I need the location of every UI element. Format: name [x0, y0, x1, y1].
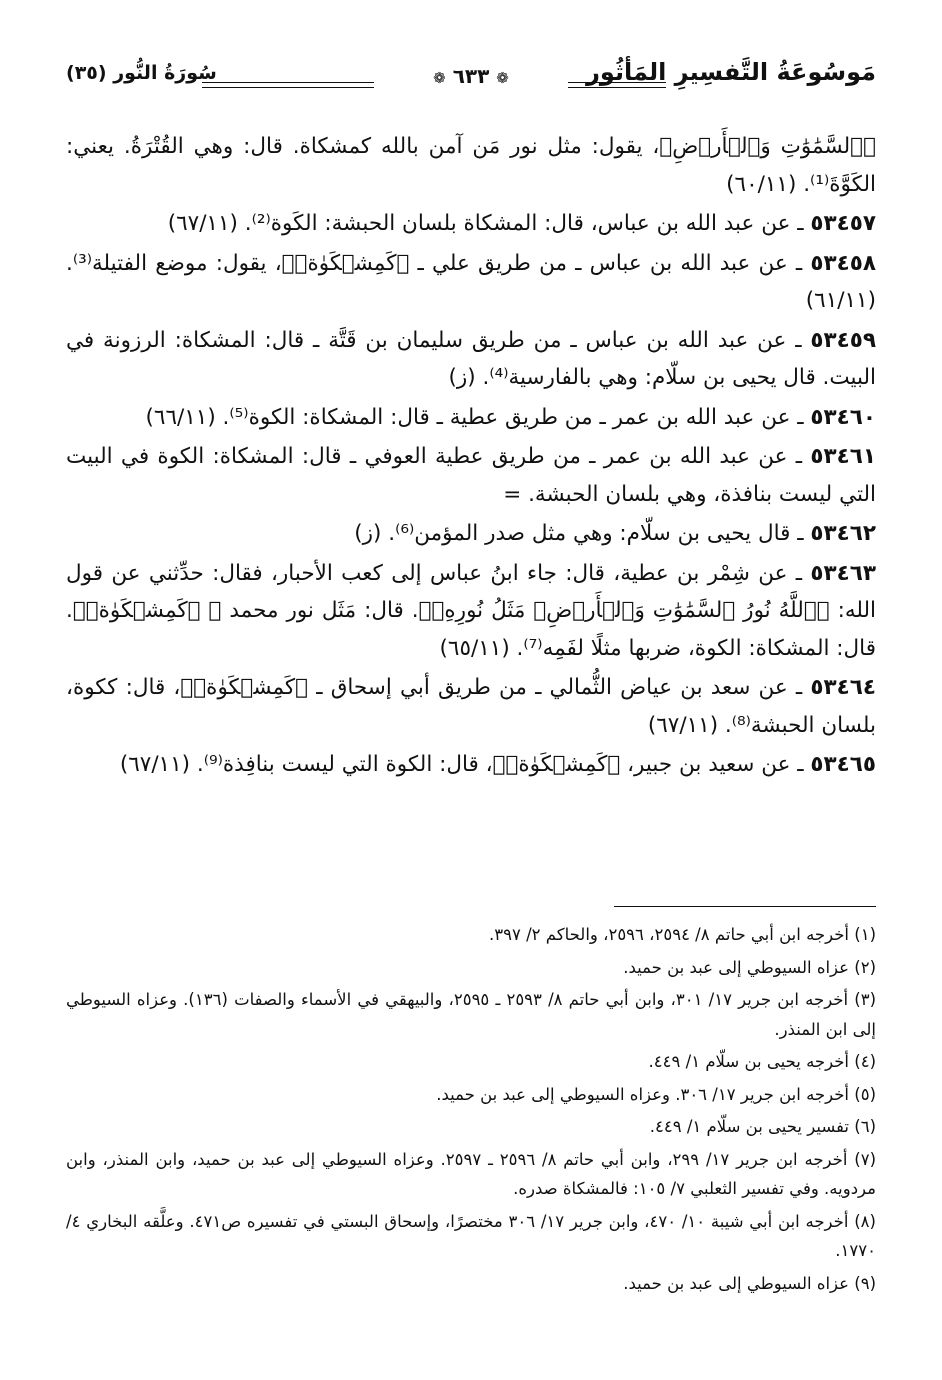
footnote: (٤) أخرجه يحيى بن سلّام ١/ ٤٤٩.	[648, 1052, 876, 1071]
paragraph	[66, 205, 876, 243]
paragraph	[66, 515, 876, 553]
paragraph-text: ـ عن عبد الله بن عباس ـ من طريق سليمان بن قَتَّة ـ قال: المشكاة: الرزونة في البيت. قال يحيى بن سلّام: وهي بالفارسية⁽⁴⁾. (ز)	[66, 327, 876, 390]
paragraph-text: ـ قال يحيى بن سلّام: وهي مثل صدر المؤمن⁽⁶⁾. (ز)	[354, 521, 811, 546]
book-title: مَوسُوعَةُ التَّفسِيرِ المَأثُور	[586, 58, 876, 86]
surah-label	[66, 62, 217, 84]
paragraph	[66, 555, 876, 668]
hadith-number: ٥٣٤٦٣	[810, 560, 876, 586]
paragraph-text: ـ عن عبد الله بن عمر ـ من طريق عطية ـ قال: المشكاة: الكوة⁽⁵⁾. (٦٦/١١)	[145, 404, 811, 430]
hadith-number: ٥٣٤٦٢	[810, 521, 876, 546]
footnote: (١) أخرجه ابن أبي حاتم ٨/ ٢٥٩٤، ٢٥٩٦، والحاكم ٢/ ٣٩٧.	[489, 925, 876, 944]
hadith-number: ٥٣٤٥٩	[810, 327, 876, 353]
paragraph-text: ـ عن عبد الله بن عباس ـ من طريق علي ـ ﴿كَمِشۡكَوٰةٖ﴾، يقول: موضع الفتيلة⁽³⁾. (٦١/١١)	[66, 250, 876, 313]
paragraph	[66, 245, 876, 320]
page-body	[66, 128, 876, 786]
page-number: ٦٣٣	[452, 64, 490, 88]
paragraph-text: ـ عن شِمْر بن عطية، قال: جاء ابنُ عباس إلى كعب الأحبار، فقال: حدِّثني عن قول الله: ﴿ٱللَّهُ نُورُ ٱلسَّمَٰوَٰتِ وَٱلۡأَرۡضِۚ مَثَلُ نُورِهِۦ﴾. قال: مَثَل نور محمد ﷺ ﴿كَمِشۡكَوٰةٖ﴾. قال: المشكاة: الكوة، ضربها مثلًا لفَمِه⁽⁷⁾. (٦٥/١١)	[66, 560, 876, 661]
hadith-number: ٥٣٤٦٥	[810, 752, 876, 777]
footnote-separator	[614, 906, 876, 907]
footnote: (٣) أخرجه ابن جرير ١٧/ ٣٠١، وابن أبي حاتم ٨/ ٢٥٩٣ ـ ٢٥٩٥، والبيهقي في الأسماء والصفات (١٣٦). وعزاه السيوطي إلى ابن المنذر.	[66, 990, 876, 1039]
paragraph	[66, 399, 876, 437]
hadith-number: ٥٣٤٥٨	[810, 250, 876, 276]
paragraph-text: ـ عن سعد بن عياض الثُّمالي ـ من طريق أبي إسحاق ـ ﴿كَمِشۡكَوٰةٖ﴾، قال: ككوة، بلسان الحبشة⁽⁸⁾. (٦٧/١١)	[66, 675, 876, 738]
page-number-wrapper	[419, 64, 523, 88]
footnote: (٢) عزاه السيوطي إلى عبد بن حميد.	[623, 957, 876, 977]
header-rule-left	[202, 82, 374, 88]
paragraph	[66, 322, 876, 397]
page-header	[66, 56, 876, 106]
footnote: (٥) أخرجه ابن جرير ١٧/ ٣٠٦. وعزاه السيوطي إلى عبد بن حميد.	[436, 1084, 876, 1104]
hadith-number: ٥٣٤٥٧	[810, 211, 876, 236]
paragraph-text: ـ عن عبد الله بن عمر ـ من طريق عطية العوفي ـ قال: المشكاة: الكوة في البيت التي ليست بنافذة، وهي بلسان الحبشة. =	[66, 444, 876, 507]
hadith-number: ٥٣٤٦١	[810, 444, 876, 469]
paragraph-text: ﴿ٱلسَّمَٰوَٰتِ وَٱلۡأَرۡضِ﴾، يقول: مثل نور مَن آمن بالله كمشكاة. قال: وهي القُتْرَةُ. يعني: الكَوَّةَ⁽¹⁾. (٦٠/١١)	[66, 134, 876, 197]
ornament-icon: ❁	[433, 68, 446, 87]
paragraph	[66, 669, 876, 744]
paragraph	[66, 438, 876, 513]
footnote: (٨) أخرجه ابن أبي شيبة ١٠/ ٤٧٠، وابن جرير ١٧/ ٣٠٦ مختصرًا، وإسحاق البستي في تفسيره ص٤٧١. وعلَّقه البخاري ٤/ ١٧٧٠.	[66, 1211, 876, 1260]
footnote: (٧) أخرجه ابن جرير ١٧/ ٢٩٩، وابن أبي حاتم ٨/ ٢٥٩٦ ـ ٢٥٩٧. وعزاه السيوطي إلى عبد بن حميد، وابن المنذر، وابن مردويه. وفي تفسير الثعلبي ٧/ ١٠٥: فالمشكاة صدره.	[66, 1149, 876, 1198]
surah-number: (٣٥)	[66, 62, 107, 84]
paragraph-text: ـ عن سعيد بن جبير، ﴿كَمِشۡكَوٰةٖ﴾، قال: الكوة التي ليست بنافِذة⁽⁹⁾. (٦٧/١١)	[119, 752, 811, 777]
ornament-icon: ❁	[496, 68, 509, 87]
footnote: (٦) تفسير يحيى بن سلّام ١/ ٤٤٩.	[649, 1117, 876, 1136]
paragraph-text: ـ عن عبد الله بن عباس، قال: المشكاة بلسان الحبشة: الكَوة⁽²⁾. (٦٧/١١)	[167, 211, 811, 236]
surah-name: سُورَةُ النُّور	[113, 62, 217, 84]
hadith-number: ٥٣٤٦٠	[810, 404, 876, 430]
paragraph	[66, 746, 876, 784]
hadith-number: ٥٣٤٦٤	[810, 675, 876, 700]
footnotes	[66, 920, 876, 1301]
paragraph	[66, 128, 876, 203]
footnote: (٩) عزاه السيوطي إلى عبد بن حميد.	[623, 1273, 876, 1293]
